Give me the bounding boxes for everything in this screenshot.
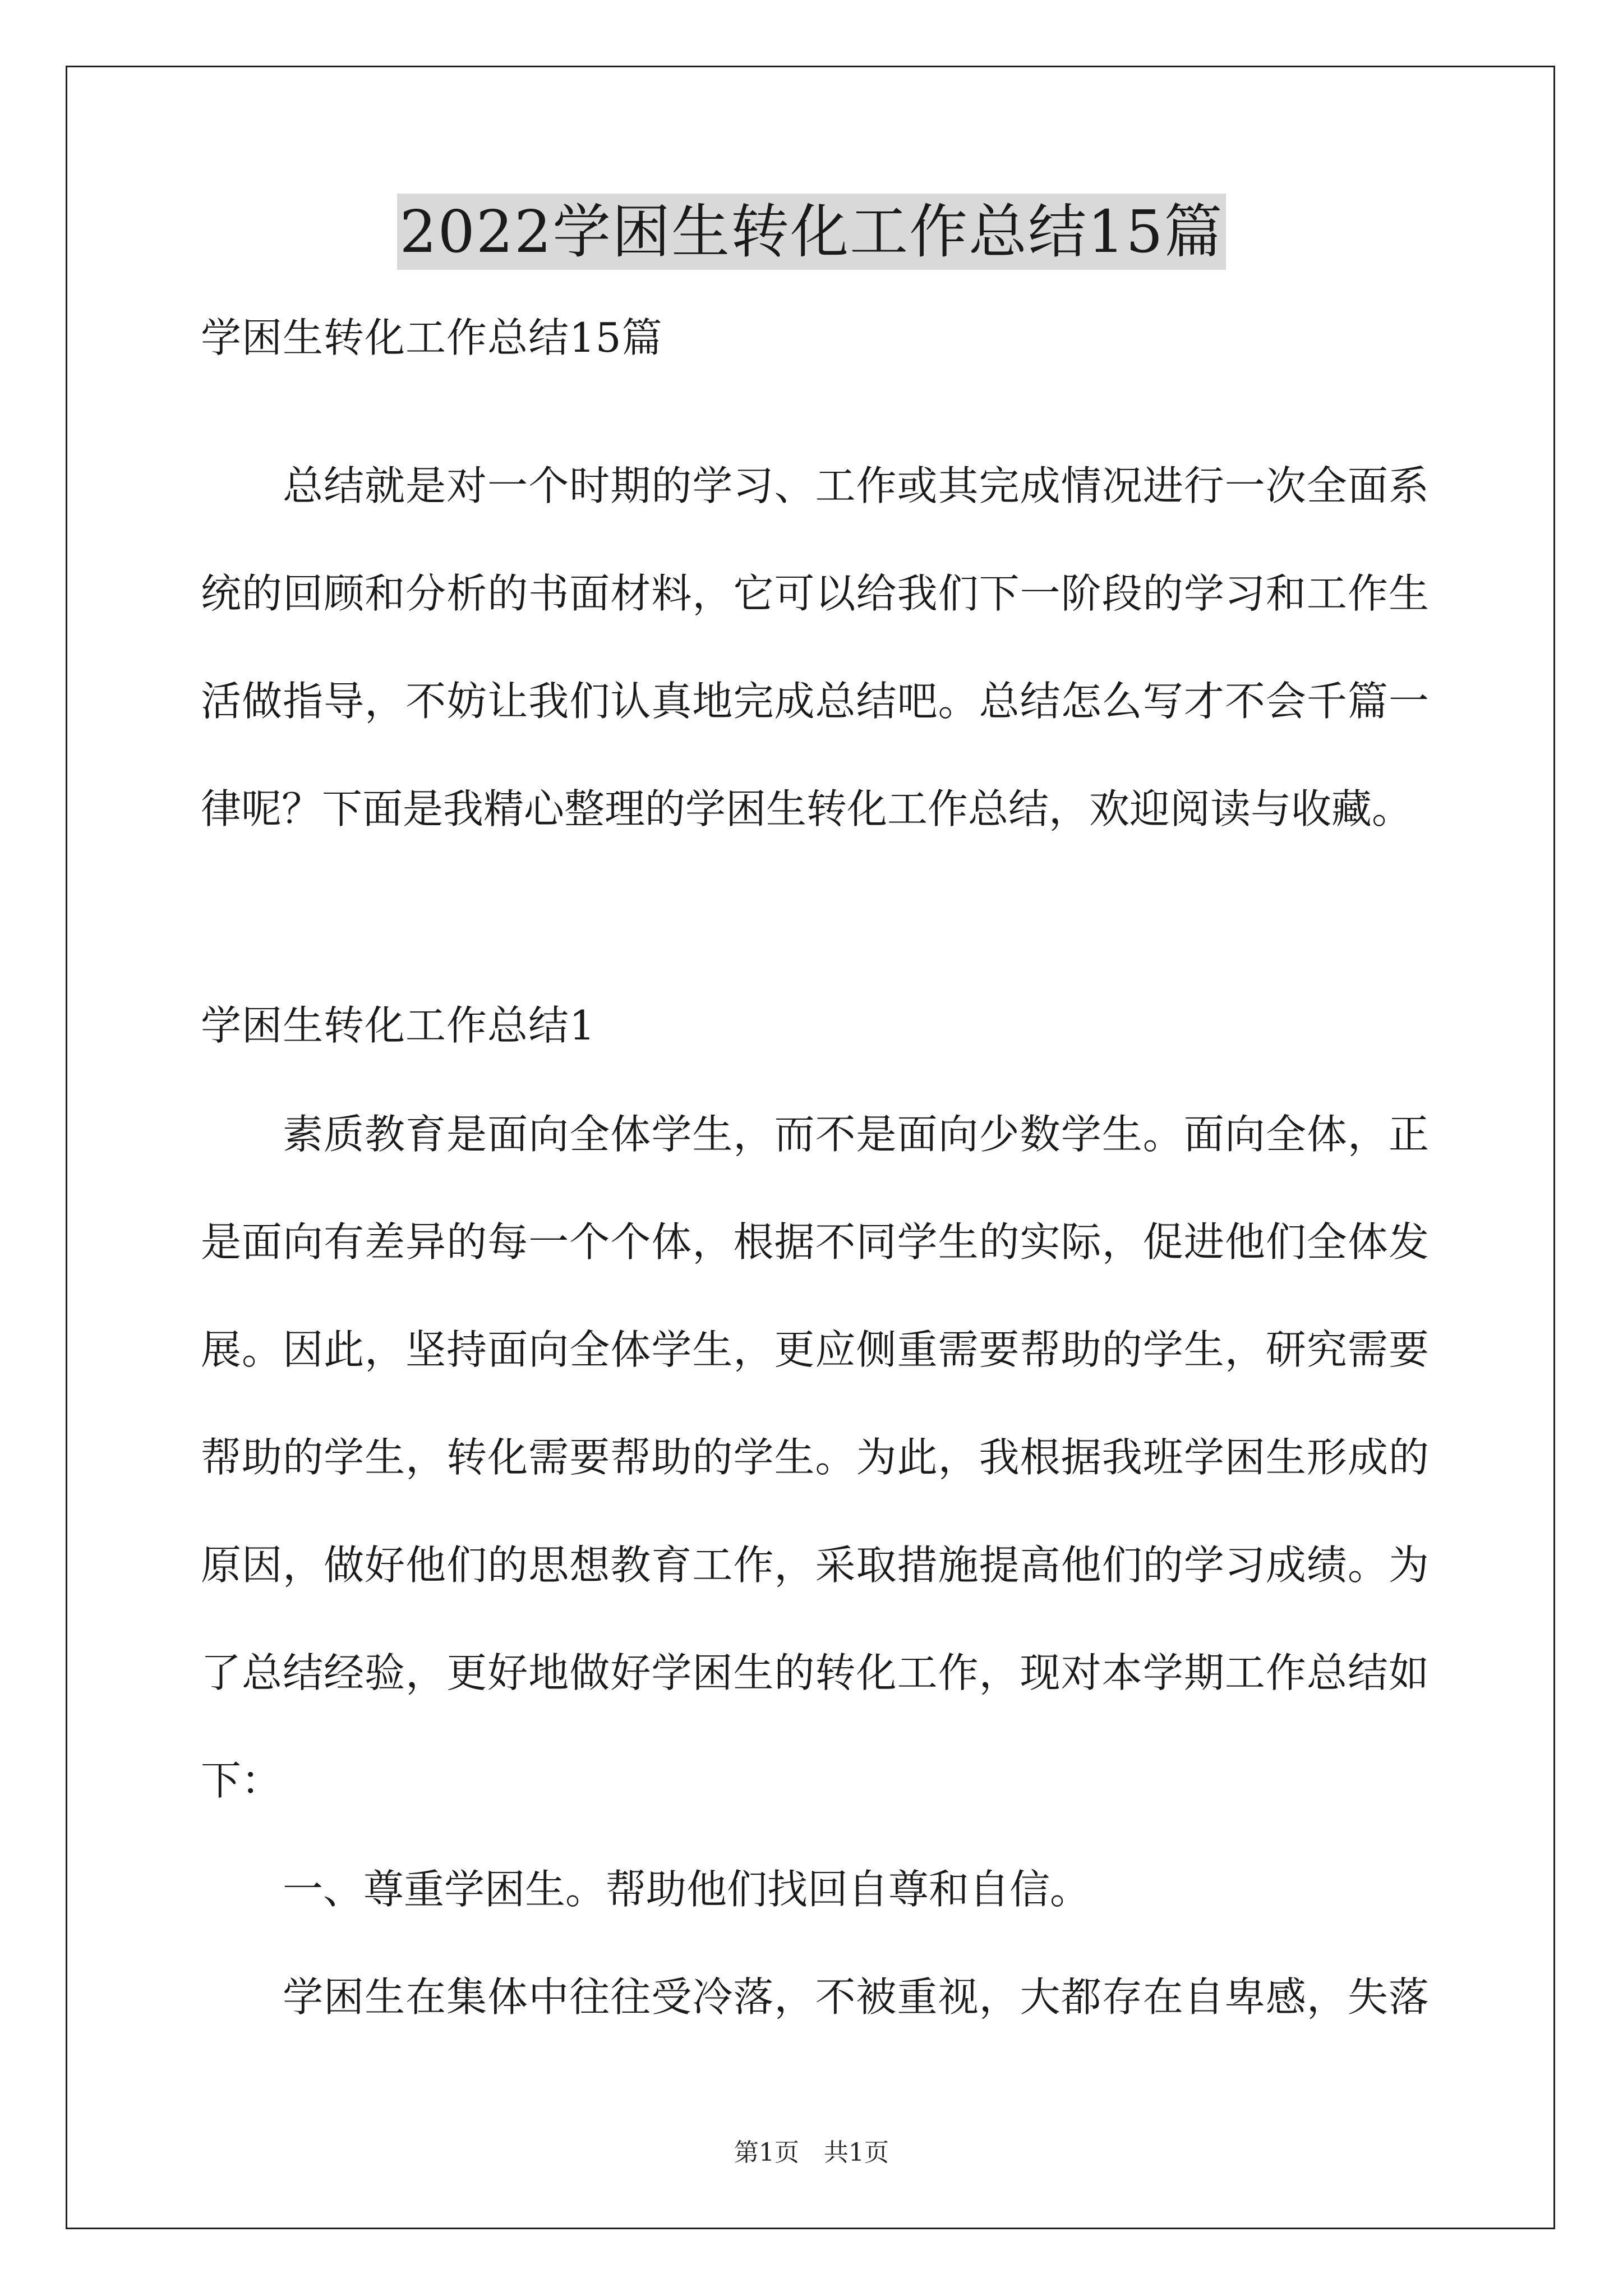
section-line-7: 下： bbox=[201, 1757, 282, 1804]
section-line-2: 是面向有差异的每一个个体，根据不同学生的实际，促进他们全体发 bbox=[201, 1218, 1429, 1266]
section-paragraph bbox=[201, 1107, 1429, 1861]
intro-paragraph bbox=[201, 459, 1429, 890]
intro-line-2: 统的回顾和分析的书面材料，它可以给我们下一阶段的学习和工作生 bbox=[201, 570, 1429, 617]
title-wrap bbox=[0, 194, 1623, 270]
document-subtitle: 学困生转化工作总结15篇 bbox=[201, 314, 663, 361]
page-footer: 第1页 共1页 bbox=[734, 2138, 889, 2167]
section-line-6: 了总结经验，更好地做好学困生的转化工作，现对本学期工作总结如 bbox=[201, 1649, 1429, 1696]
section-heading: 学困生转化工作总结1 bbox=[201, 1002, 596, 1049]
point-one-heading: 一、尊重学困生。帮助他们找回自尊和自信。 bbox=[283, 1866, 1091, 1913]
section-line-1: 素质教育是面向全体学生，而不是面向少数学生。面向全体，正 bbox=[283, 1111, 1429, 1158]
section-line-4: 帮助的学生，转化需要帮助的学生。为此，我根据我班学困生形成的 bbox=[201, 1434, 1429, 1481]
intro-line-1: 总结就是对一个时期的学习、工作或其完成情况进行一次全面系 bbox=[283, 462, 1429, 509]
section-line-3: 展。因此，坚持面向全体学生，更应侧重需要帮助的学生，研究需要 bbox=[201, 1326, 1429, 1373]
point-one-text: 学困生在集体中往往受冷落，不被重视，大都存在自卑感，失落 bbox=[283, 1973, 1429, 2021]
intro-line-3: 活做指导，不妨让我们认真地完成总结吧。总结怎么写才不会千篇一 bbox=[201, 678, 1429, 725]
document-title: 2022学困生转化工作总结15篇 bbox=[397, 194, 1225, 270]
section-line-5: 原因，做好他们的思想教育工作，采取措施提高他们的学习成绩。为 bbox=[201, 1542, 1429, 1589]
intro-line-4: 律呢？下面是我精心整理的学困生转化工作总结，欢迎阅读与收藏。 bbox=[201, 785, 1413, 832]
point-one-paragraph bbox=[201, 1862, 1429, 2078]
